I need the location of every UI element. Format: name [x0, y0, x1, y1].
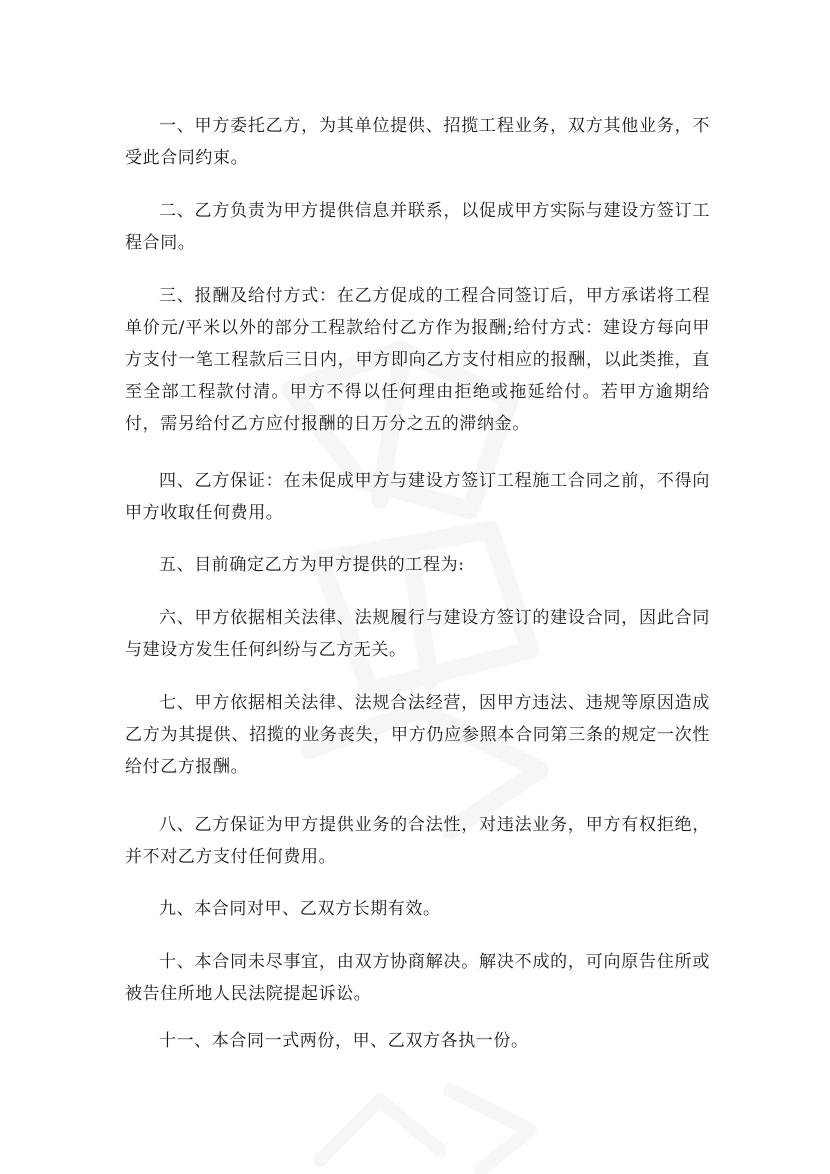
contract-clause-3: 三、报酬及给付方式：在乙方促成的工程合同签订后，甲方承诺将工程单价元/平米以外的部分工程款给付乙方作为报酬;给付方式：建设方每向甲方支付一笔工程款后三日内，甲方即向乙方支付相应的报酬，以此类推，直至全部工程款付清。甲方不得以任何理由拒绝或拖延给付。若甲方逾期给付，需另给付乙方应付报酬的日万分之五的滞纳金。	[125, 286, 710, 434]
contract-clause-5: 五、目前确定乙方为甲方提供的工程为:	[159, 555, 465, 575]
contract-clause-6: 六、甲方依据相关法律、法规履行与建设方签订的建设合同，因此合同与建设方发生任何纠纷与乙方无关。	[125, 608, 710, 660]
contract-clause-2: 二、乙方负责为甲方提供信息并联系，以促成甲方实际与建设方签订工程合同。	[125, 201, 710, 253]
contract-clause-9: 九、本合同对甲、乙双方长期有效。	[159, 899, 441, 919]
contract-clause-8: 八、乙方保证为甲方提供业务的合法性，对违法业务，甲方有权拒绝，并不对乙方支付任何费用。	[125, 815, 710, 867]
contract-clause-10: 十、本合同未尽事宜，由双方协商解决。解决不成的，可向原告住所或被告住所地人民法院提起诉讼。	[125, 952, 710, 1004]
contract-clause-11: 十一、本合同一式两份，甲、乙双方各执一份。	[159, 1031, 529, 1051]
contract-clause-7: 七、甲方依据相关法律、法规合法经营，因甲方违法、违规等原因造成乙方为其提供、招揽的业务丧失，甲方仍应参照本合同第三条的规定一次性给付乙方报酬。	[125, 693, 710, 777]
contract-clause-4: 四、乙方保证：在未促成甲方与建设方签订工程施工合同之前，不得向甲方收取任何费用。	[125, 471, 710, 523]
watermark-logo-bottom	[300, 1070, 560, 1174]
contract-clause-1: 一、甲方委托乙方，为其单位提供、招揽工程业务，双方其他业务，不受此合同约束。	[125, 116, 710, 168]
